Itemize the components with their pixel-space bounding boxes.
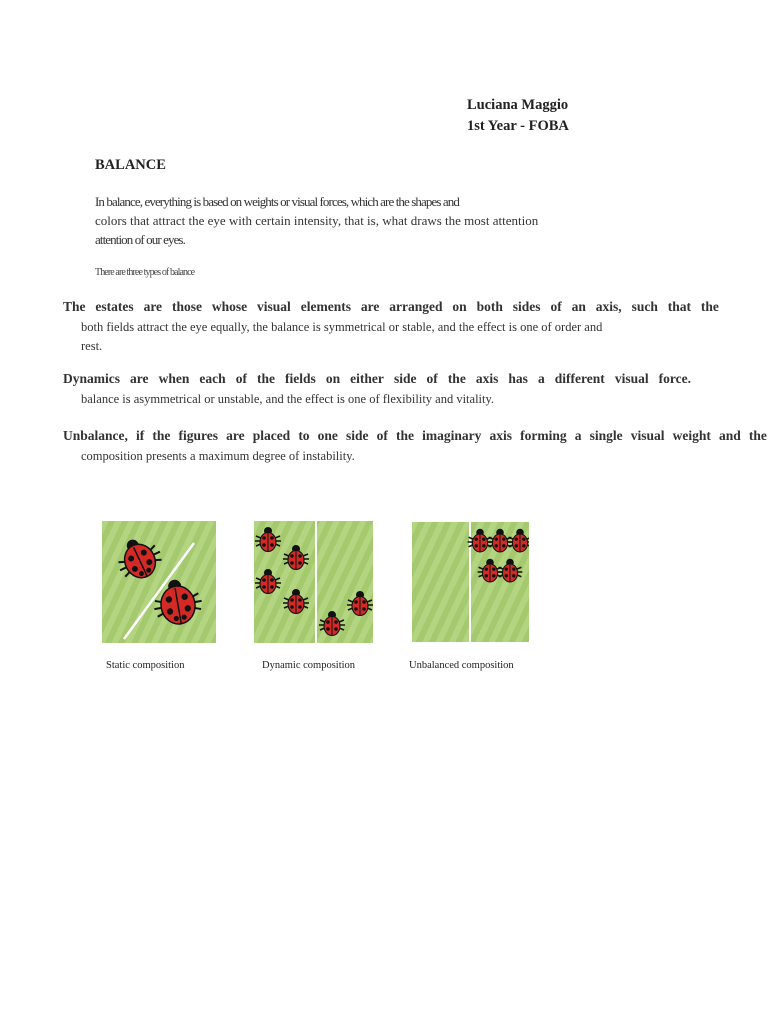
course-name: 1st Year - FOBA bbox=[467, 118, 569, 134]
lead-word: side bbox=[346, 428, 369, 443]
lead-word: of bbox=[550, 299, 562, 314]
lead-word: axis, bbox=[595, 299, 622, 314]
lead-word: visual bbox=[614, 371, 649, 386]
dynamic-composition-image bbox=[254, 521, 373, 643]
lead-word: an bbox=[571, 299, 586, 314]
lead-word: one bbox=[317, 428, 338, 443]
lead-word: the bbox=[152, 428, 171, 443]
lead-word: those bbox=[171, 299, 202, 314]
ladybug-icon bbox=[347, 591, 373, 616]
lead-word: each bbox=[199, 371, 226, 386]
intro-line-1: In balance, everything is based on weights or visual forces, which are the shapes and bbox=[95, 194, 459, 209]
lead-word: The bbox=[63, 299, 86, 314]
lead-word: and bbox=[718, 428, 741, 443]
lead-word: on bbox=[452, 299, 467, 314]
lead-word: the bbox=[748, 428, 767, 443]
ladybug-icon bbox=[488, 529, 513, 552]
unbalanced-composition-caption: Unbalanced composition bbox=[409, 660, 514, 671]
lead-word: sides bbox=[512, 299, 541, 314]
ladybug-icon bbox=[110, 531, 167, 586]
lead-word: the bbox=[396, 428, 415, 443]
lead-word: Unbalance, bbox=[63, 428, 128, 443]
unbalanced-composition-image bbox=[412, 522, 529, 642]
type-static-line2: both fields attract the eye equally, the balance is symmetrical or stable, and the effect is one of order and bbox=[81, 320, 603, 334]
lead-word: the bbox=[257, 371, 275, 386]
lead-word: that bbox=[667, 299, 691, 314]
lead-word: different bbox=[554, 371, 605, 386]
lead-word: are bbox=[360, 299, 380, 314]
lead-word: to bbox=[298, 428, 310, 443]
type-unbalance-lead bbox=[63, 428, 767, 444]
lead-word: are bbox=[143, 299, 163, 314]
static-composition-caption: Static composition bbox=[106, 660, 185, 671]
lead-word: axis bbox=[489, 428, 512, 443]
static-composition-image bbox=[102, 521, 216, 643]
author-block bbox=[467, 95, 569, 137]
lead-word: when bbox=[158, 371, 190, 386]
lead-word: side bbox=[393, 371, 417, 386]
intro-line-3: attention of our eyes. bbox=[95, 232, 185, 247]
lead-word: of bbox=[376, 428, 388, 443]
lead-word: if bbox=[136, 428, 145, 443]
ladybug-icon bbox=[498, 559, 523, 582]
lead-word: are bbox=[226, 428, 245, 443]
ladybug-icon bbox=[319, 611, 345, 636]
ladybug-icon bbox=[468, 529, 493, 552]
type-static-line3: rest. bbox=[81, 339, 103, 353]
dynamic-composition-caption: Dynamic composition bbox=[262, 660, 356, 671]
ladybug-icon bbox=[478, 559, 503, 582]
lead-word: on bbox=[325, 371, 341, 386]
lead-word: arranged bbox=[389, 299, 443, 314]
author-name: Luciana Maggio bbox=[467, 97, 569, 113]
lead-word: such bbox=[631, 299, 658, 314]
type-dynamic-line2: balance is asymmetrical or unstable, and the effect is one of flexibility and vitality. bbox=[81, 392, 495, 406]
lead-word: visual bbox=[630, 428, 665, 443]
lead-word: a bbox=[574, 428, 582, 443]
lead-word: either bbox=[350, 371, 384, 386]
lead-word: elements bbox=[300, 299, 351, 314]
lead-word: both bbox=[476, 299, 503, 314]
type-static-lead bbox=[63, 299, 719, 315]
lead-word: of bbox=[426, 371, 438, 386]
types-intro: There are three types of balance bbox=[95, 267, 195, 278]
lead-word: the bbox=[447, 371, 466, 386]
lead-word: has bbox=[508, 371, 528, 386]
ladybug-icon bbox=[150, 576, 205, 628]
lead-word: placed bbox=[252, 428, 291, 443]
intro-line-2: colors that attract the eye with certain intensity, that is, what draws the most attention bbox=[95, 213, 539, 228]
ladybug-icon bbox=[283, 545, 309, 570]
lead-word: the bbox=[700, 299, 719, 314]
lead-word: whose bbox=[211, 299, 248, 314]
lead-word: of bbox=[235, 371, 247, 386]
type-unbalance-line2: composition presents a maximum degree of instability. bbox=[81, 449, 355, 463]
lead-word: Dynamics bbox=[63, 371, 120, 386]
ladybug-icon bbox=[255, 569, 281, 594]
lead-word: estates bbox=[95, 299, 134, 314]
lead-word: fields bbox=[285, 371, 316, 386]
lead-word: are bbox=[130, 371, 149, 386]
lead-word: force. bbox=[658, 371, 691, 386]
ladybug-icon bbox=[255, 527, 281, 552]
page-title: BALANCE bbox=[95, 157, 166, 173]
type-dynamic-lead bbox=[63, 371, 691, 387]
lead-word: forming bbox=[520, 428, 567, 443]
lead-word: weight bbox=[672, 428, 711, 443]
lead-word: single bbox=[589, 428, 623, 443]
lead-word: axis bbox=[475, 371, 499, 386]
lead-word: imaginary bbox=[422, 428, 482, 443]
ladybug-icon bbox=[283, 589, 309, 614]
lead-word: figures bbox=[178, 428, 218, 443]
lead-word: a bbox=[537, 371, 545, 386]
lead-word: visual bbox=[257, 299, 291, 314]
ladybug-icon bbox=[508, 529, 529, 552]
